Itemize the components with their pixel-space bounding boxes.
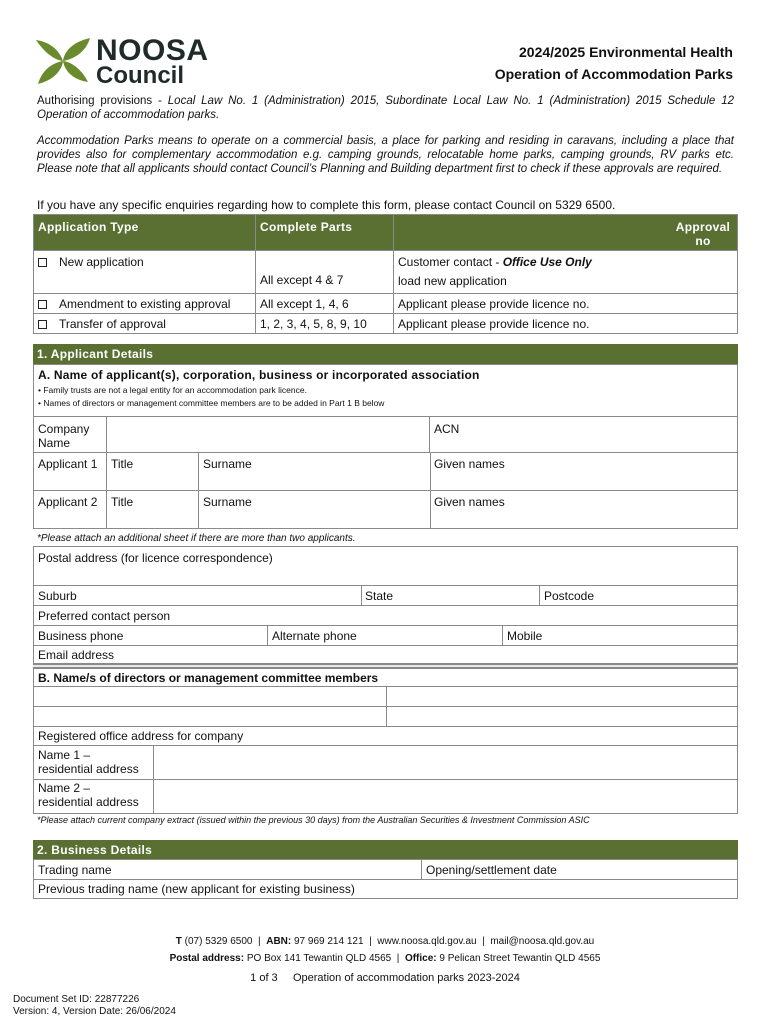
- title-line-2: Operation of Accommodation Parks: [494, 66, 733, 82]
- col-complete-parts: Complete Parts: [256, 215, 394, 251]
- email-label[interactable]: Email address: [38, 648, 115, 662]
- company-name-label: Company Name: [38, 422, 90, 450]
- director-3-input[interactable]: [34, 707, 386, 725]
- row-transfer: Transfer of approval: [34, 314, 256, 334]
- document-set-id: Document Set ID: 22877226: [13, 994, 140, 1005]
- enquiries-text: If you have any specific enquiries regarding how to complete this form, please contact Council on 5329 6500.: [37, 198, 616, 212]
- applicant-1-given-names[interactable]: Given names: [434, 457, 505, 471]
- parts-transfer: 1, 2, 3, 4, 5, 8, 9, 10: [256, 314, 394, 334]
- postcode-label[interactable]: Postcode: [544, 589, 595, 603]
- trading-name-label[interactable]: Trading name: [38, 863, 112, 877]
- title-line-1: 2024/2025 Environmental Health: [519, 44, 733, 60]
- page-footer-title: Operation of accommodation parks 2023-2024: [292, 972, 520, 984]
- company-name-input[interactable]: [106, 417, 430, 452]
- authorising-label: Authorising provisions -: [37, 95, 168, 107]
- director-4-input[interactable]: [387, 707, 737, 725]
- asic-note: *Please attach current company extract (issued within the previous 30 days) from the Australian Securities & Investment Commission ASIC: [37, 815, 590, 825]
- mobile-label[interactable]: Mobile: [507, 629, 543, 643]
- version-info: Version: 4, Version Date: 26/06/2024: [13, 1006, 176, 1017]
- registered-office-label[interactable]: Registered office address for company: [38, 729, 244, 743]
- alternate-phone-label[interactable]: Alternate phone: [272, 629, 357, 643]
- section-2-header: 2. Business Details: [33, 840, 738, 860]
- parts-new-application: All except 4 & 7: [256, 251, 394, 294]
- col-application-type: Application Type: [34, 215, 256, 251]
- director-2-input[interactable]: [387, 687, 737, 705]
- brand-noosa: NOOSA: [96, 34, 209, 67]
- applicant-2-row: [34, 491, 737, 528]
- definition-text: Accommodation Parks means to operate on a commercial basis, a place for parking and residing in caravans, including a place that provides also for complementary accommodation e.g. camping grounds, relocatable home parks, camping grounds, RV parks etc. Please note that all applicants should contact Council’s Planning and Building department first to check if these approvals are required.: [37, 135, 734, 175]
- section-1a-heading: A. Name of applicant(s), corporation, business or incorporated association • Family trusts are not a legal entity for an accommodation park licence. • Names of directors or management committee members are to be added in Part 1 B below: [34, 365, 737, 417]
- director-1-input[interactable]: [34, 687, 386, 705]
- applicant-2-surname[interactable]: Surname: [203, 495, 252, 509]
- applicant-1-surname[interactable]: Surname: [203, 457, 252, 471]
- page-number: 1 of 3: [250, 972, 278, 984]
- applicant-1-row: [34, 453, 737, 491]
- section-1b-heading: B. Name/s of directors or management committee members: [38, 671, 379, 685]
- authorising-provisions: [37, 94, 734, 122]
- page-title: [495, 41, 733, 85]
- col-approval-no: Approval no: [394, 215, 738, 251]
- brand-council: Council: [96, 62, 184, 89]
- row-amendment: Amendment to existing approval: [34, 294, 256, 314]
- table-row: [34, 251, 738, 294]
- checkbox-transfer[interactable]: [38, 320, 47, 329]
- applicant-1-title[interactable]: Title: [111, 457, 134, 471]
- state-label[interactable]: State: [365, 589, 394, 603]
- suburb-label[interactable]: Suburb: [38, 589, 77, 603]
- checkbox-new-application[interactable]: [38, 258, 47, 267]
- name-1-residential-label: Name 1 – residential address: [38, 748, 139, 776]
- leaf-logo-icon: [34, 36, 92, 86]
- address-box: [33, 546, 738, 664]
- authorising-text: Local Law No. 1 (Administration) 2015, Subordinate Local Law No. 1 (Administration) 2015 Schedule 12 Operation of accommodation parks.: [37, 95, 734, 121]
- applicant-2-label: Applicant 2: [38, 495, 98, 509]
- postal-address-label[interactable]: Postal address (for licence correspondence): [38, 551, 273, 565]
- section-2-box: [33, 859, 738, 899]
- document-meta: [13, 994, 176, 1018]
- business-phone-label[interactable]: Business phone: [38, 629, 124, 643]
- note-transfer: Applicant please provide licence no.: [394, 314, 738, 334]
- email-link[interactable]: mail@noosa.qld.gov.au: [490, 936, 595, 947]
- table-row: [34, 314, 738, 334]
- footer-page-info: [0, 972, 770, 984]
- note-amendment: Applicant please provide licence no.: [394, 294, 738, 314]
- section-1a-box: [33, 364, 738, 529]
- acn-label: ACN: [434, 422, 460, 436]
- previous-trading-name-label[interactable]: Previous trading name (new applicant for existing business): [38, 882, 355, 896]
- section-1b-box: [33, 668, 738, 814]
- applicant-2-given-names[interactable]: Given names: [434, 495, 505, 509]
- website-link[interactable]: www.noosa.qld.gov.au: [377, 936, 477, 947]
- table-row: [34, 294, 738, 314]
- company-row: [34, 417, 737, 453]
- opening-date-label[interactable]: Opening/settlement date: [426, 863, 557, 877]
- parts-amendment: All except 1, 4, 6: [256, 294, 394, 314]
- section-1-header: 1. Applicant Details: [33, 344, 738, 364]
- application-type-table: [33, 214, 738, 334]
- footer-contact: T (07) 5329 6500 | ABN: 97 969 214 121 | www.noosa.qld.gov.au | mail@noosa.qld.gov.au: [175, 936, 595, 947]
- applicant-1-label: Applicant 1: [38, 457, 98, 471]
- applicant-2-title[interactable]: Title: [111, 495, 134, 509]
- note-new-application: Customer contact - Office Use Only load new application: [394, 251, 738, 294]
- noosa-council-logo: [34, 36, 244, 88]
- row-new-application: New application: [34, 251, 256, 294]
- name-2-residential-input[interactable]: [154, 780, 737, 813]
- name-2-residential-label: Name 2 – residential address: [38, 781, 139, 809]
- preferred-contact-label[interactable]: Preferred contact person: [38, 609, 171, 623]
- attach-note: *Please attach an additional sheet if there are more than two applicants.: [37, 533, 356, 544]
- footer-addresses: Postal address: PO Box 141 Tewantin QLD 4565 | Office: 9 Pelican Street Tewantin QLD 4565: [169, 953, 601, 964]
- name-1-residential-input[interactable]: [154, 746, 737, 778]
- checkbox-amendment[interactable]: [38, 300, 47, 309]
